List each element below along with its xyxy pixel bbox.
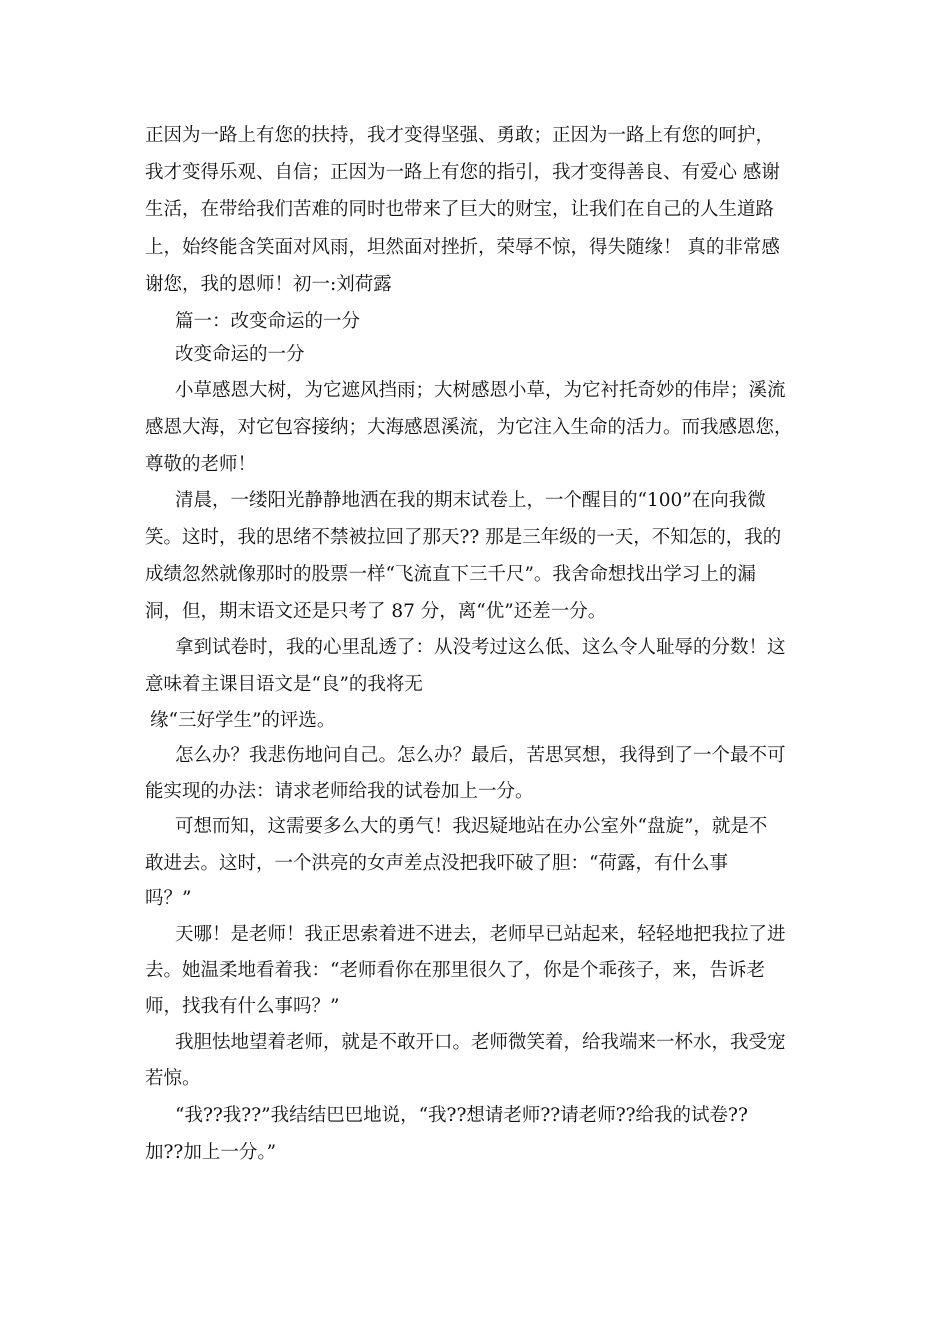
text-line: 我才变得乐观、自信；正因为一路上有您的指引，我才变得善良、有爱心 感谢 bbox=[145, 162, 780, 183]
text-line: 缘“三好学生”的评选。 bbox=[150, 710, 336, 731]
text-line: 吗？” bbox=[145, 888, 192, 909]
text-line: 尊敬的老师！ bbox=[145, 454, 257, 475]
text-line: “我??我??”我结结巴巴地说，“我??想请老师??请老师??给我的试卷?? bbox=[175, 1105, 748, 1126]
text-line: 去。她温柔地看着我：“老师看你在那里很久了，你是个乖孩子，来，告诉老 bbox=[145, 960, 765, 981]
text-line: 意味着主课目语文是“良”的我将无 bbox=[145, 674, 423, 695]
text-line: 能实现的办法：请求老师给我的试卷加上一分。 bbox=[145, 781, 534, 802]
text-line: 笑。这时，我的思绪不禁被拉回了那天?? 那是三年级的一天，不知怎的，我的 bbox=[145, 527, 782, 548]
text-line: 拿到试卷时，我的心里乱透了：从没考过这么低、这么令人耻辱的分数！这 bbox=[175, 637, 786, 658]
text-line: 天哪！是老师！我正思索着进不进去，老师早已站起来，轻轻地把我拉了进 bbox=[175, 924, 786, 945]
section-heading: 篇一：改变命运的一分 bbox=[175, 311, 361, 332]
text-line: 怎么办？我悲伤地问自己。怎么办？最后，苦思冥想，我得到了一个最不可 bbox=[175, 745, 786, 766]
text-line: 若惊。 bbox=[145, 1068, 201, 1089]
text-line: 感恩大海，对它包容接纳；大海感恩溪流，为它注入生命的活力。而我感恩您， bbox=[145, 417, 793, 438]
text-line: 生活，在带给我们苦难的同时也带来了巨大的财宝，让我们在自己的人生道路 bbox=[145, 199, 775, 220]
text-line: 敢进去。这时，一个洪亮的女声差点没把我吓破了胆：“荷露，有什么事 bbox=[145, 853, 728, 874]
text-line: 加??加上一分。” bbox=[145, 1142, 277, 1163]
text-line: 可想而知，这需要多么大的勇气！我迟疑地站在办公室外“盘旋”，就是不 bbox=[175, 816, 768, 837]
text-line: 成绩忽然就像那时的股票一样“飞流直下三千尺”。我舍命想找出学习上的漏 bbox=[145, 564, 756, 585]
text-line: 师，找我有什么事吗？” bbox=[145, 996, 340, 1017]
text-line: 小草感恩大树，为它遮风挡雨；大树感恩小草，为它衬托奇妙的伟岸；溪流 bbox=[175, 380, 786, 401]
text-line: 我胆怯地望着老师，就是不敢开口。老师微笑着，给我端来一杯水，我受宠 bbox=[175, 1032, 786, 1053]
text-line: 洞，但，期末语文还是只考了 87 分，离“优”还差一分。 bbox=[145, 601, 607, 622]
text-line: 上，始终能含笑面对风雨，坦然面对挫折，荣辱不惊，得失随缘！ 真的非常感 bbox=[145, 237, 780, 258]
article-title: 改变命运的一分 bbox=[175, 344, 305, 365]
text-line: 谢您，我的恩师！初一:刘荷露 bbox=[145, 274, 392, 295]
text-line: 正因为一路上有您的扶持，我才变得坚强、勇敢；正因为一路上有您的呵护， bbox=[145, 125, 775, 146]
text-line: 清晨，一缕阳光静静地洒在我的期末试卷上，一个醒目的“100”在向我微 bbox=[175, 490, 766, 511]
